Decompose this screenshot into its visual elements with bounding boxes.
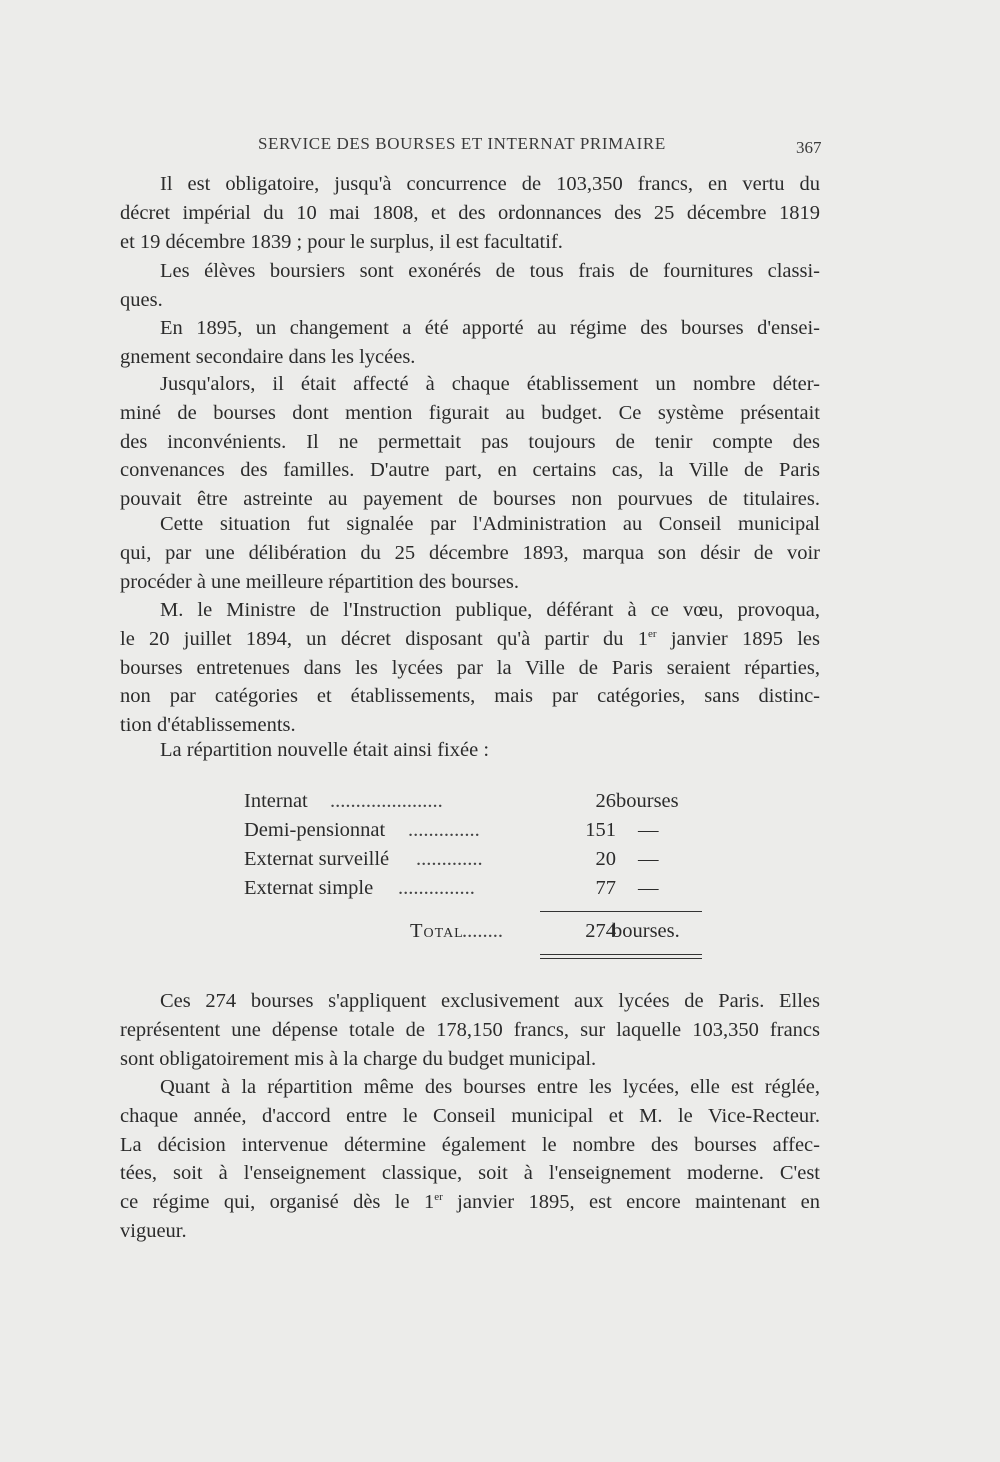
total-row xyxy=(244,920,704,950)
text-line: convenances des familles. D'autre part, en certains cas, la Ville de Paris xyxy=(120,459,820,482)
text-line: procéder à une meilleure répartition des bourses. xyxy=(120,570,520,593)
text-line: décret impérial du 10 mai 1808, et des ordonnances des 25 décembre 1819 xyxy=(120,201,820,224)
text-line: bourses entretenues dans les lycées par la Ville de Paris seraient réparties, xyxy=(120,656,820,679)
total-count: 274 xyxy=(585,920,616,942)
paragraph-4 xyxy=(120,370,820,514)
total-label: Total xyxy=(410,920,464,942)
text-line: chaque année, d'accord entre le Conseil municipal et M. le Vice-Recteur. xyxy=(120,1104,820,1127)
text-line: M. le Ministre de l'Instruction publique, déférant à ce vœu, provoqua, xyxy=(160,599,820,621)
text-line: représentent une dépense totale de 178,150 francs, sur laquelle 103,350 francs xyxy=(120,1018,820,1041)
text-line: non par catégories et établissements, mais par catégories, sans distinc- xyxy=(120,685,820,708)
text-line: vigueur. xyxy=(120,1219,187,1242)
dot-leader: ...................... xyxy=(330,790,443,812)
text-line: sont obligatoirement mis à la charge du budget municipal. xyxy=(120,1047,597,1070)
text-line: tées, soit à l'enseignement classique, soit à l'enseignement moderne. C'est xyxy=(120,1162,820,1185)
text-line: et 19 décembre 1839 ; pour le surplus, il est facultatif. xyxy=(120,230,563,253)
text-line: pouvait être astreinte au payement de bourses non pourvues de titulaires. xyxy=(120,488,820,511)
text-line: Cette situation fut signalée par l'Administration au Conseil municipal xyxy=(160,513,820,535)
paragraph-3 xyxy=(120,314,820,372)
row-count: 151 xyxy=(585,819,616,841)
text-line: tion d'établissements. xyxy=(120,714,296,737)
text-line: gnement secondaire dans les lycées. xyxy=(120,345,416,368)
allocation-table xyxy=(244,790,704,942)
text-line: qui, par une délibération du 25 décembre 1893, marqua son désir de voir xyxy=(120,541,820,564)
running-title: SERVICE DES BOURSES ET INTERNAT PRIMAIRE xyxy=(258,134,666,153)
text-fragment: ce régime qui, organisé dès le 1 xyxy=(120,1191,435,1214)
paragraph-7 xyxy=(120,736,820,765)
table-row xyxy=(244,819,704,848)
row-unit: — xyxy=(638,848,659,870)
text-line: La décision intervenue détermine également le nombre des bourses affec- xyxy=(120,1133,820,1156)
text-line xyxy=(120,1188,820,1217)
running-head xyxy=(0,134,1000,164)
superscript: er xyxy=(648,627,657,640)
dot-leader: .............. xyxy=(408,819,480,841)
page-number: 367 xyxy=(796,138,822,157)
row-unit: — xyxy=(638,877,659,899)
text-line: Il est obligatoire, jusqu'à concurrence de 103,350 francs, en vertu du xyxy=(160,173,820,195)
table-row xyxy=(244,848,704,877)
text-line: Les élèves boursiers sont exonérés de tous frais de fournitures classi- xyxy=(160,260,820,282)
row-count: 20 xyxy=(595,848,616,870)
text-fragment: janvier 1895, est encore maintenant en xyxy=(442,1191,820,1214)
sum-rule xyxy=(540,911,702,912)
double-rule-top xyxy=(540,954,702,955)
text-line: miné de bourses dont mention figurait au budget. Ce système présentait xyxy=(120,401,820,424)
paragraph-8 xyxy=(120,987,820,1073)
row-label: Internat xyxy=(244,790,308,812)
row-count: 26 xyxy=(595,790,616,812)
superscript: er xyxy=(434,1191,443,1204)
text-line: En 1895, un changement a été apporté au régime des bourses d'ensei- xyxy=(160,317,820,339)
table-row xyxy=(244,790,704,819)
row-label: Demi-pensionnat xyxy=(244,819,386,841)
total-unit: bourses. xyxy=(612,920,680,942)
dot-leader: ............... xyxy=(398,877,475,899)
text-line: des inconvénients. Il ne permettait pas toujours de tenir compte des xyxy=(120,430,820,453)
row-unit: — xyxy=(638,819,659,841)
row-label: Externat simple xyxy=(244,877,374,899)
row-unit: bourses xyxy=(616,790,679,812)
text-line: Quant à la répartition même des bourses entre les lycées, elle est réglée, xyxy=(160,1076,820,1098)
dot-leader: ........ xyxy=(462,920,503,942)
row-count: 77 xyxy=(595,877,616,899)
text-fragment: le 20 juillet 1894, un décret disposant qu'à partir du 1 xyxy=(120,627,649,650)
paragraph-9 xyxy=(120,1073,820,1246)
text-line: ques. xyxy=(120,288,163,311)
text-line: La répartition nouvelle était ainsi fixée : xyxy=(160,739,490,761)
paragraph-1 xyxy=(120,170,820,256)
double-rule-bottom xyxy=(540,958,702,959)
paragraph-2 xyxy=(120,257,820,315)
row-label: Externat surveillé xyxy=(244,848,390,870)
text-line: Ces 274 bourses s'appliquent exclusivement aux lycées de Paris. Elles xyxy=(160,990,820,1012)
paragraph-6 xyxy=(120,596,820,740)
paragraph-5 xyxy=(120,510,820,596)
text-line xyxy=(120,625,820,654)
table-row xyxy=(244,877,704,906)
text-line: Jusqu'alors, il était affecté à chaque établissement un nombre déter- xyxy=(160,373,820,395)
text-fragment: janvier 1895 les xyxy=(656,627,820,650)
dot-leader: ............. xyxy=(416,848,483,870)
